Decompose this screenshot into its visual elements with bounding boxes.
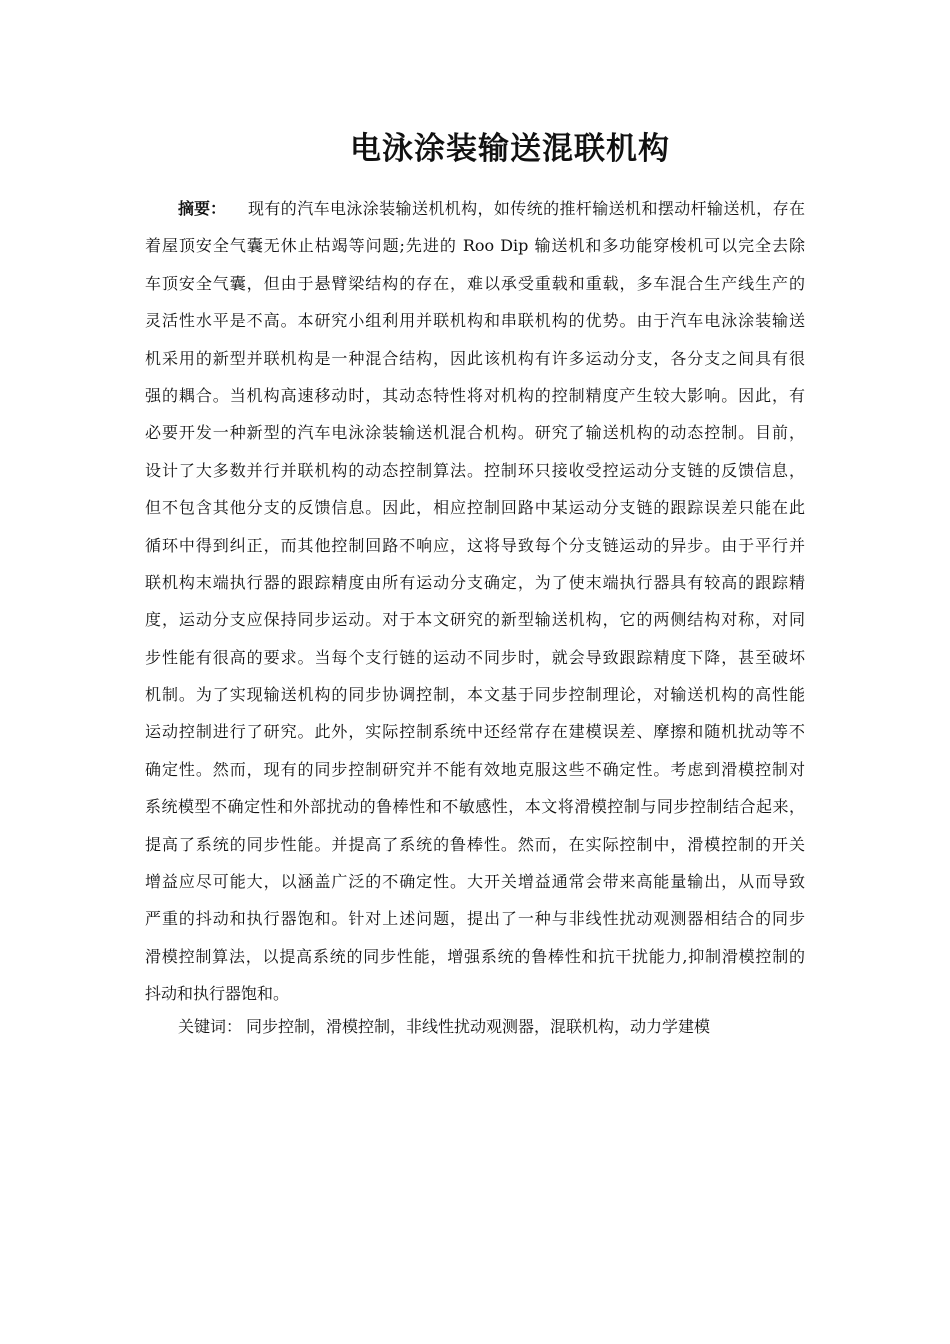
abstract-label: 摘要： — [178, 199, 227, 218]
abstract-line: 系统模型不确定性和外部扰动的鲁棒性和不敏感性，本文将滑模控制与同步控制结合起来， — [145, 797, 805, 817]
abstract-line: 机制。为了实现输送机构的同步协调控制，本文基于同步控制理论，对输送机构的高性能 — [145, 685, 805, 705]
abstract-line: 运动控制进行了研究。此外，实际控制系统中还经常存在建模误差、摩擦和随机扰动等不 — [145, 722, 805, 742]
abstract-line: 滑模控制算法，以提高系统的同步性能，增强系统的鲁棒性和抗干扰能力,抑制滑模控制的 — [145, 946, 805, 966]
keywords-label: 关键词： — [178, 1017, 243, 1036]
abstract-line: 机采用的新型并联机构是一种混合结构，因此该机构有许多运动分支，各分支之间具有很 — [145, 348, 805, 368]
keywords-section — [178, 1008, 805, 1045]
abstract-line: 现有的汽车电泳涂装输送机机构，如传统的推杆输送机和摆动杆输送机，存在 — [248, 199, 805, 218]
abstract-first-line — [145, 190, 805, 227]
abstract-line: 联机构末端执行器的跟踪精度由所有运动分支确定，为了使末端执行器具有较高的跟踪精 — [145, 572, 805, 592]
abstract-line: 但不包含其他分支的反馈信息。因此，相应控制回路中某运动分支链的跟踪误差只能在此 — [145, 498, 805, 518]
abstract-line: 步性能有很高的要求。当每个支行链的运动不同步时，就会导致跟踪精度下降，甚至破坏 — [145, 647, 805, 667]
paper-title: 电泳涂装输送混联机构 — [350, 131, 670, 167]
abstract-line: 提高了系统的同步性能。并提高了系统的鲁棒性。然而，在实际控制中，滑模控制的开关 — [145, 834, 805, 854]
abstract-line: 确定性。然而，现有的同步控制研究并不能有效地克服这些不确定性。考虑到滑模控制对 — [145, 759, 805, 779]
abstract-line: 强的耦合。当机构高速移动时，其动态特性将对机构的控制精度产生较大影响。因此，有 — [145, 385, 805, 405]
abstract-line: 着屋顶安全气囊无休止枯竭等问题;先进的 Roo Dip 输送机和多功能穿梭机可以完全去除 — [145, 236, 805, 256]
abstract-line: 设计了大多数并行并联机构的动态控制算法。控制环只接收受控运动分支链的反馈信息， — [145, 460, 805, 480]
abstract-line: 增益应尽可能大，以涵盖广泛的不确定性。大开关增益通常会带来高能量输出，从而导致 — [145, 872, 805, 892]
abstract-section — [145, 190, 805, 1013]
abstract-line: 循环中得到纠正，而其他控制回路不响应，这将导致每个分支链运动的异步。由于平行并 — [145, 535, 805, 555]
abstract-line: 度，运动分支应保持同步运动。对于本文研究的新型输送机构，它的两侧结构对称，对同 — [145, 610, 805, 630]
keywords-text: 同步控制，滑模控制，非线性扰动观测器，混联机构，动力学建模 — [246, 1017, 711, 1036]
abstract-line: 灵活性水平是不高。本研究小组利用并联机构和串联机构的优势。由于汽车电泳涂装输送 — [145, 311, 805, 331]
abstract-line: 必要开发一种新型的汽车电泳涂装输送机混合机构。研究了输送机构的动态控制。目前， — [145, 423, 805, 443]
abstract-line: 车顶安全气囊，但由于悬臂梁结构的存在，难以承受重载和重载，多车混合生产线生产的 — [145, 273, 805, 293]
abstract-line: 严重的抖动和执行器饱和。针对上述问题，提出了一种与非线性扰动观测器相结合的同步 — [145, 909, 805, 929]
abstract-line: 抖动和执行器饱和。 — [145, 984, 290, 1004]
